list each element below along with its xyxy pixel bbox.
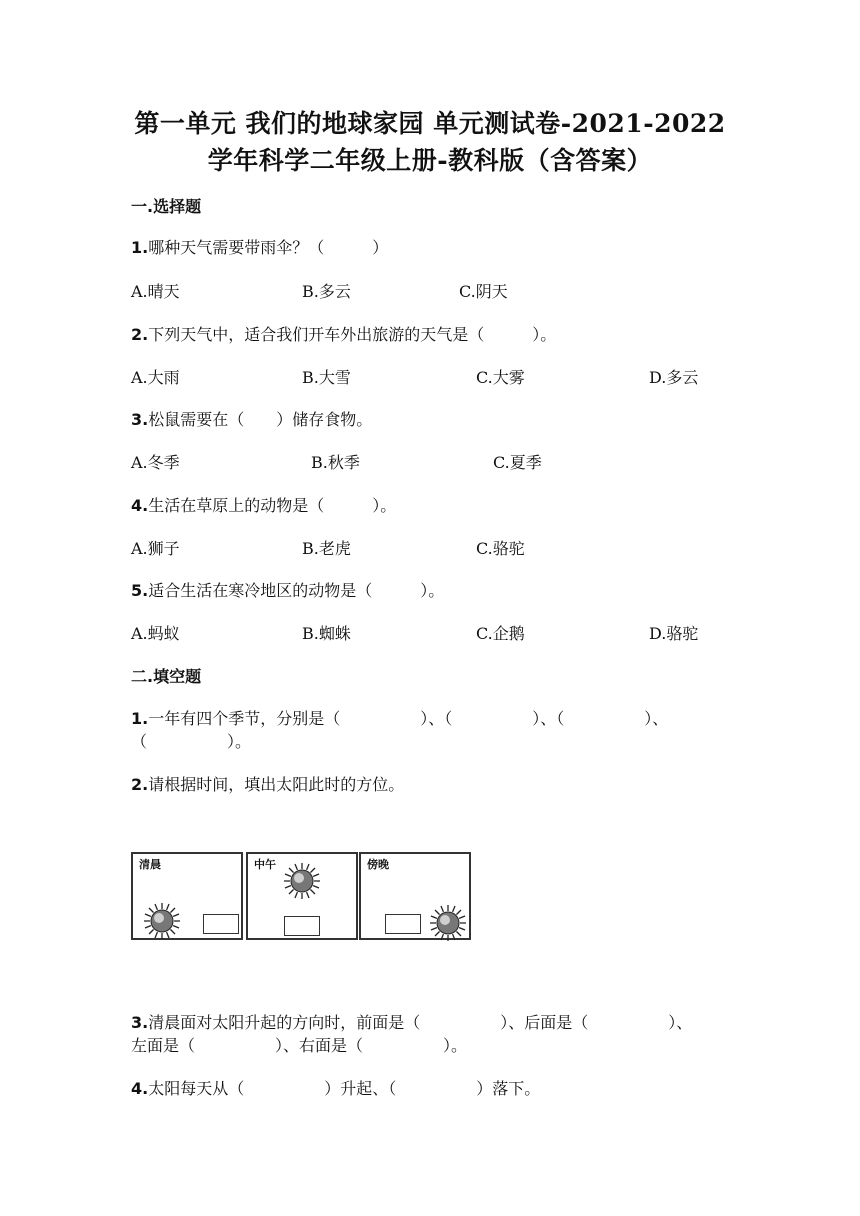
answer-box-evening[interactable]: [385, 914, 421, 934]
option-5c[interactable]: C.企鹅: [476, 624, 525, 643]
fill-question-1-line-1: [131, 706, 668, 729]
panel-label-evening: 傍晚: [367, 858, 389, 871]
option-5a[interactable]: A.蚂蚁: [131, 624, 180, 643]
fill-question-4: [131, 1076, 540, 1099]
question-text: 清晨面对太阳升起的方向时，前面是（ ）、后面是（ ）、: [148, 1013, 693, 1032]
option-2c[interactable]: C.大雾: [476, 368, 525, 387]
document-title-line-1: 第一单元 我们的地球家园 单元测试卷-2021-2022: [134, 109, 726, 138]
option-4a[interactable]: A.狮子: [131, 539, 180, 558]
answer-box-morning[interactable]: [203, 914, 239, 934]
question-text: 一年有四个季节，分别是（ ）、（ ）、（ ）、: [148, 709, 669, 728]
question-text: 松鼠需要在（ ）储存食物。: [148, 410, 373, 429]
option-2a[interactable]: A.大雨: [131, 368, 180, 387]
question-text: 哪种天气需要带雨伞？（ ）: [148, 238, 389, 257]
question-text: 生活在草原上的动物是（ ）。: [148, 496, 397, 515]
option-3c[interactable]: C.夏季: [493, 453, 542, 472]
question-text: 下列天气中，适合我们开车外出旅游的天气是（ ）。: [148, 325, 557, 344]
option-5d[interactable]: D.骆驼: [649, 624, 699, 643]
fill-question-2: [131, 772, 404, 795]
option-4b[interactable]: B.老虎: [302, 539, 351, 558]
question-3: [131, 407, 372, 430]
sun-icon: [283, 862, 321, 900]
option-3a[interactable]: A.冬季: [131, 453, 180, 472]
question-number: 1.: [131, 238, 149, 257]
section-heading-choice: 一.选择题: [131, 197, 202, 216]
question-number: 1.: [131, 709, 149, 728]
option-2d[interactable]: D.多云: [649, 368, 699, 387]
question-number: 4.: [131, 496, 149, 515]
question-number: 3.: [131, 410, 149, 429]
panel-label-morning: 清晨: [139, 858, 161, 871]
sun-icon: [143, 902, 181, 940]
panel-label-noon: 中午: [254, 858, 276, 871]
question-number: 4.: [131, 1079, 149, 1098]
question-2: [131, 322, 556, 345]
document-title-line-2: 学年科学二年级上册-教科版（含答案）: [207, 146, 653, 175]
fill-question-3-line-1: [131, 1010, 692, 1033]
fill-question-3-line-2: 左面是（ ）、右面是（ ）。: [131, 1036, 468, 1055]
question-number: 3.: [131, 1013, 149, 1032]
fill-question-1-line-2: （ ）。: [131, 732, 252, 751]
question-5: [131, 578, 444, 601]
option-1c[interactable]: C.阴天: [459, 282, 508, 301]
question-text: 太阳每天从（ ）升起、（ ）落下。: [148, 1079, 541, 1098]
question-number: 5.: [131, 581, 149, 600]
option-2b[interactable]: B.大雪: [302, 368, 351, 387]
panel-morning: [131, 852, 243, 940]
section-heading-fill-in: 二.填空题: [131, 667, 202, 686]
question-number: 2.: [131, 325, 149, 344]
question-number: 2.: [131, 775, 149, 794]
option-1a[interactable]: A.晴天: [131, 282, 180, 301]
question-1: [131, 235, 388, 258]
question-text: 请根据时间，填出太阳此时的方位。: [148, 775, 405, 794]
panel-evening: [359, 852, 471, 940]
question-text: 适合生活在寒冷地区的动物是（ ）。: [148, 581, 445, 600]
option-3b[interactable]: B.秋季: [311, 453, 360, 472]
option-1b[interactable]: B.多云: [302, 282, 351, 301]
question-4: [131, 493, 396, 516]
option-4c[interactable]: C.骆驼: [476, 539, 525, 558]
panel-noon: [246, 852, 358, 940]
option-5b[interactable]: B.蜘蛛: [302, 624, 351, 643]
answer-box-noon[interactable]: [284, 916, 320, 936]
sun-icon: [429, 904, 467, 942]
